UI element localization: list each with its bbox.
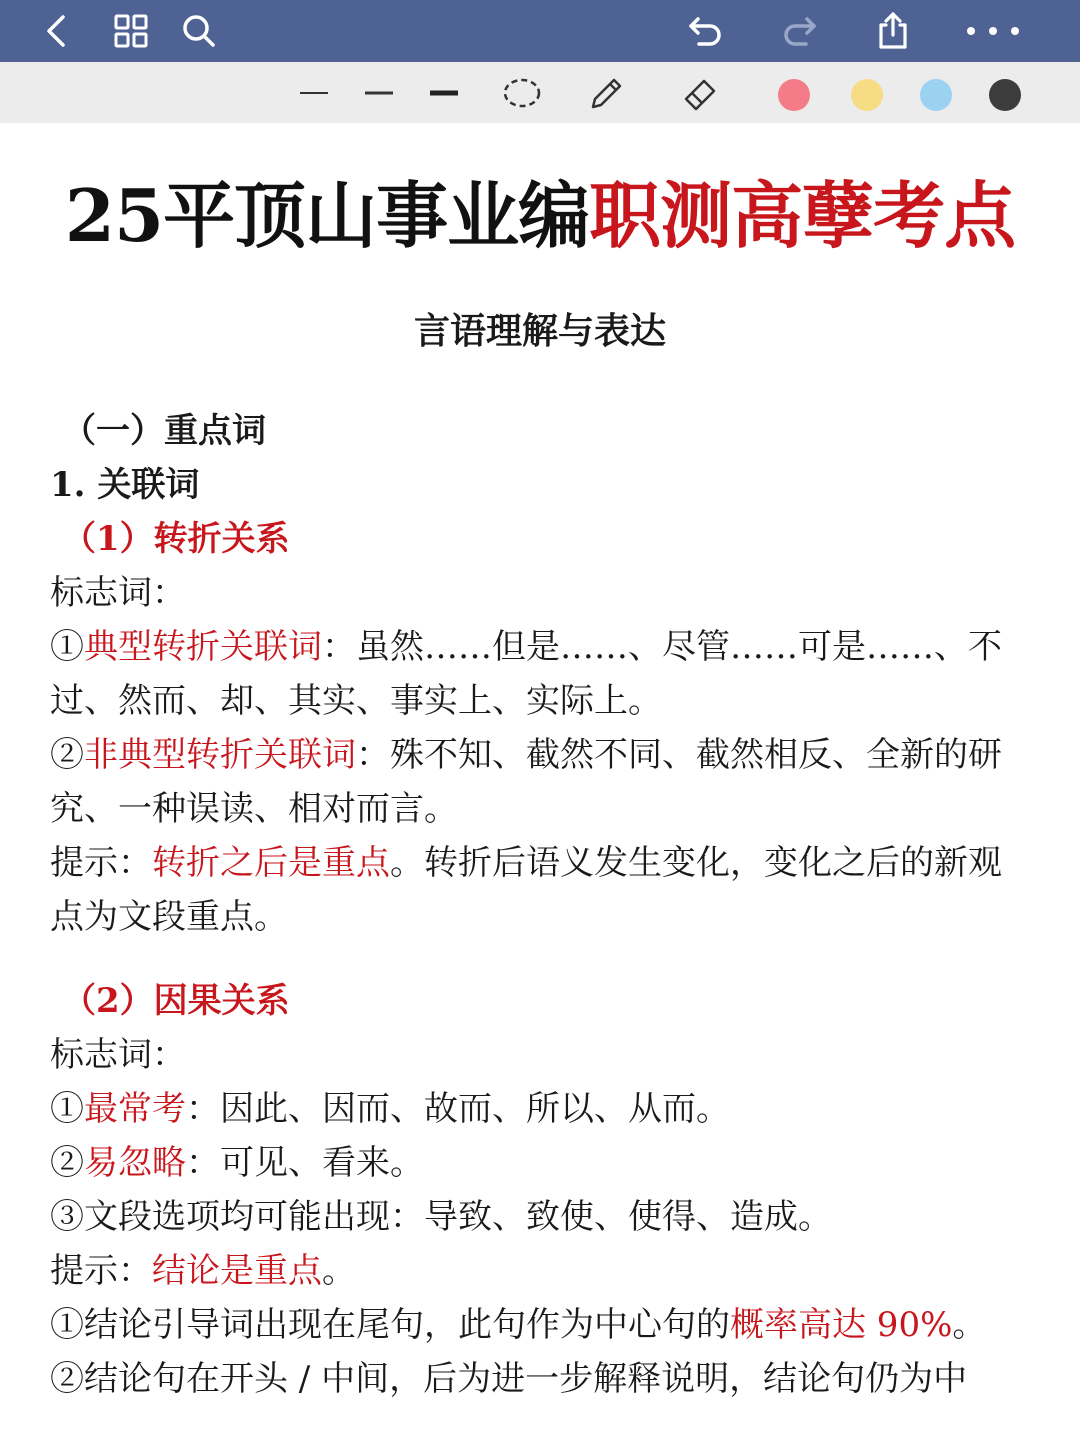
thick-line-icon[interactable] (421, 70, 467, 116)
search-icon[interactable] (176, 8, 222, 54)
document-subtitle: 言语理解与表达 (413, 310, 666, 352)
color-black-swatch[interactable] (989, 79, 1021, 111)
undo-icon[interactable] (683, 8, 729, 54)
subsection-heading-cause: （2）因果关系 (62, 981, 290, 1021)
body-text: ：可见、看来。 (186, 1143, 424, 1183)
paragraph-line: ②结论句在开头 / 中间，后为进一步解释说明，结论句仍为中 (50, 1359, 968, 1399)
highlight-text: 非典型转折关联词 (84, 735, 356, 775)
more-icon[interactable] (962, 8, 1024, 54)
share-icon[interactable] (870, 8, 916, 54)
body-text: 。转折后语义发生变化，变化之后的新观 (390, 843, 1002, 883)
bullet-number: ① (50, 627, 84, 667)
color-yellow-swatch[interactable] (851, 79, 883, 111)
paragraph-line: 过、然而、却、其实、事实上、实际上。 (50, 681, 662, 721)
body-text: ：因此、因而、故而、所以、从而。 (186, 1089, 730, 1129)
lasso-icon[interactable] (499, 70, 545, 116)
subsection-heading-turn: （1）转折关系 (62, 519, 290, 559)
tip-line (50, 836, 1002, 890)
marker-label: 标志词： (50, 1035, 186, 1075)
color-pink-swatch[interactable] (778, 79, 810, 111)
document-title (0, 173, 1080, 258)
paragraph-line (50, 728, 1002, 782)
redo-icon[interactable] (776, 8, 822, 54)
highlight-text: 结论是重点 (152, 1251, 322, 1291)
eraser-icon[interactable] (677, 70, 723, 116)
paragraph-line (50, 1298, 986, 1352)
body-text: ：虽然……但是……、尽管……可是……、不 (322, 627, 1002, 667)
annotation-toolbar (0, 62, 1080, 123)
highlight-text: 易忽略 (84, 1143, 186, 1183)
thin-line-icon[interactable] (291, 70, 337, 116)
body-text: 。 (952, 1305, 987, 1345)
tip-label: 提示： (50, 843, 152, 883)
pencil-icon[interactable] (583, 70, 629, 116)
section-heading: （一）重点词 (62, 411, 266, 451)
bullet-number: ② (50, 735, 84, 775)
grid-icon[interactable] (108, 8, 154, 54)
highlight-text: 概率高达 90% (730, 1305, 953, 1345)
color-blue-swatch[interactable] (920, 79, 952, 111)
paragraph-line (50, 1136, 424, 1190)
highlight-text: 转折之后是重点 (152, 843, 390, 883)
tip-label: 提示： (50, 1251, 152, 1291)
paragraph-line (50, 620, 1002, 674)
medium-line-icon[interactable] (356, 70, 402, 116)
bullet-number: ① (50, 1089, 84, 1129)
paragraph-line: 点为文段重点。 (50, 897, 288, 937)
highlight-text: 最常考 (84, 1089, 186, 1129)
tip-line (50, 1244, 356, 1298)
item-heading: 1. 关联词 (50, 465, 200, 505)
paragraph-line (50, 1082, 730, 1136)
top-navigation-bar (0, 0, 1080, 62)
title-black-part: 25平顶山事业编 (64, 173, 590, 258)
marker-label: 标志词： (50, 573, 186, 613)
body-text: ①结论引导词出现在尾句，此句作为中心句的 (50, 1305, 730, 1345)
body-text: ：殊不知、截然不同、截然相反、全新的研 (356, 735, 1002, 775)
paragraph-line: 究、一种误读、相对而言。 (50, 789, 458, 829)
highlight-text: 典型转折关联词 (84, 627, 322, 667)
paragraph-line: ③文段选项均可能出现：导致、致使、使得、造成。 (50, 1197, 832, 1237)
body-text: 。 (322, 1251, 356, 1291)
title-red-part: 职测高孽考点 (589, 173, 1016, 258)
bullet-number: ② (50, 1143, 84, 1183)
back-icon[interactable] (35, 8, 81, 54)
